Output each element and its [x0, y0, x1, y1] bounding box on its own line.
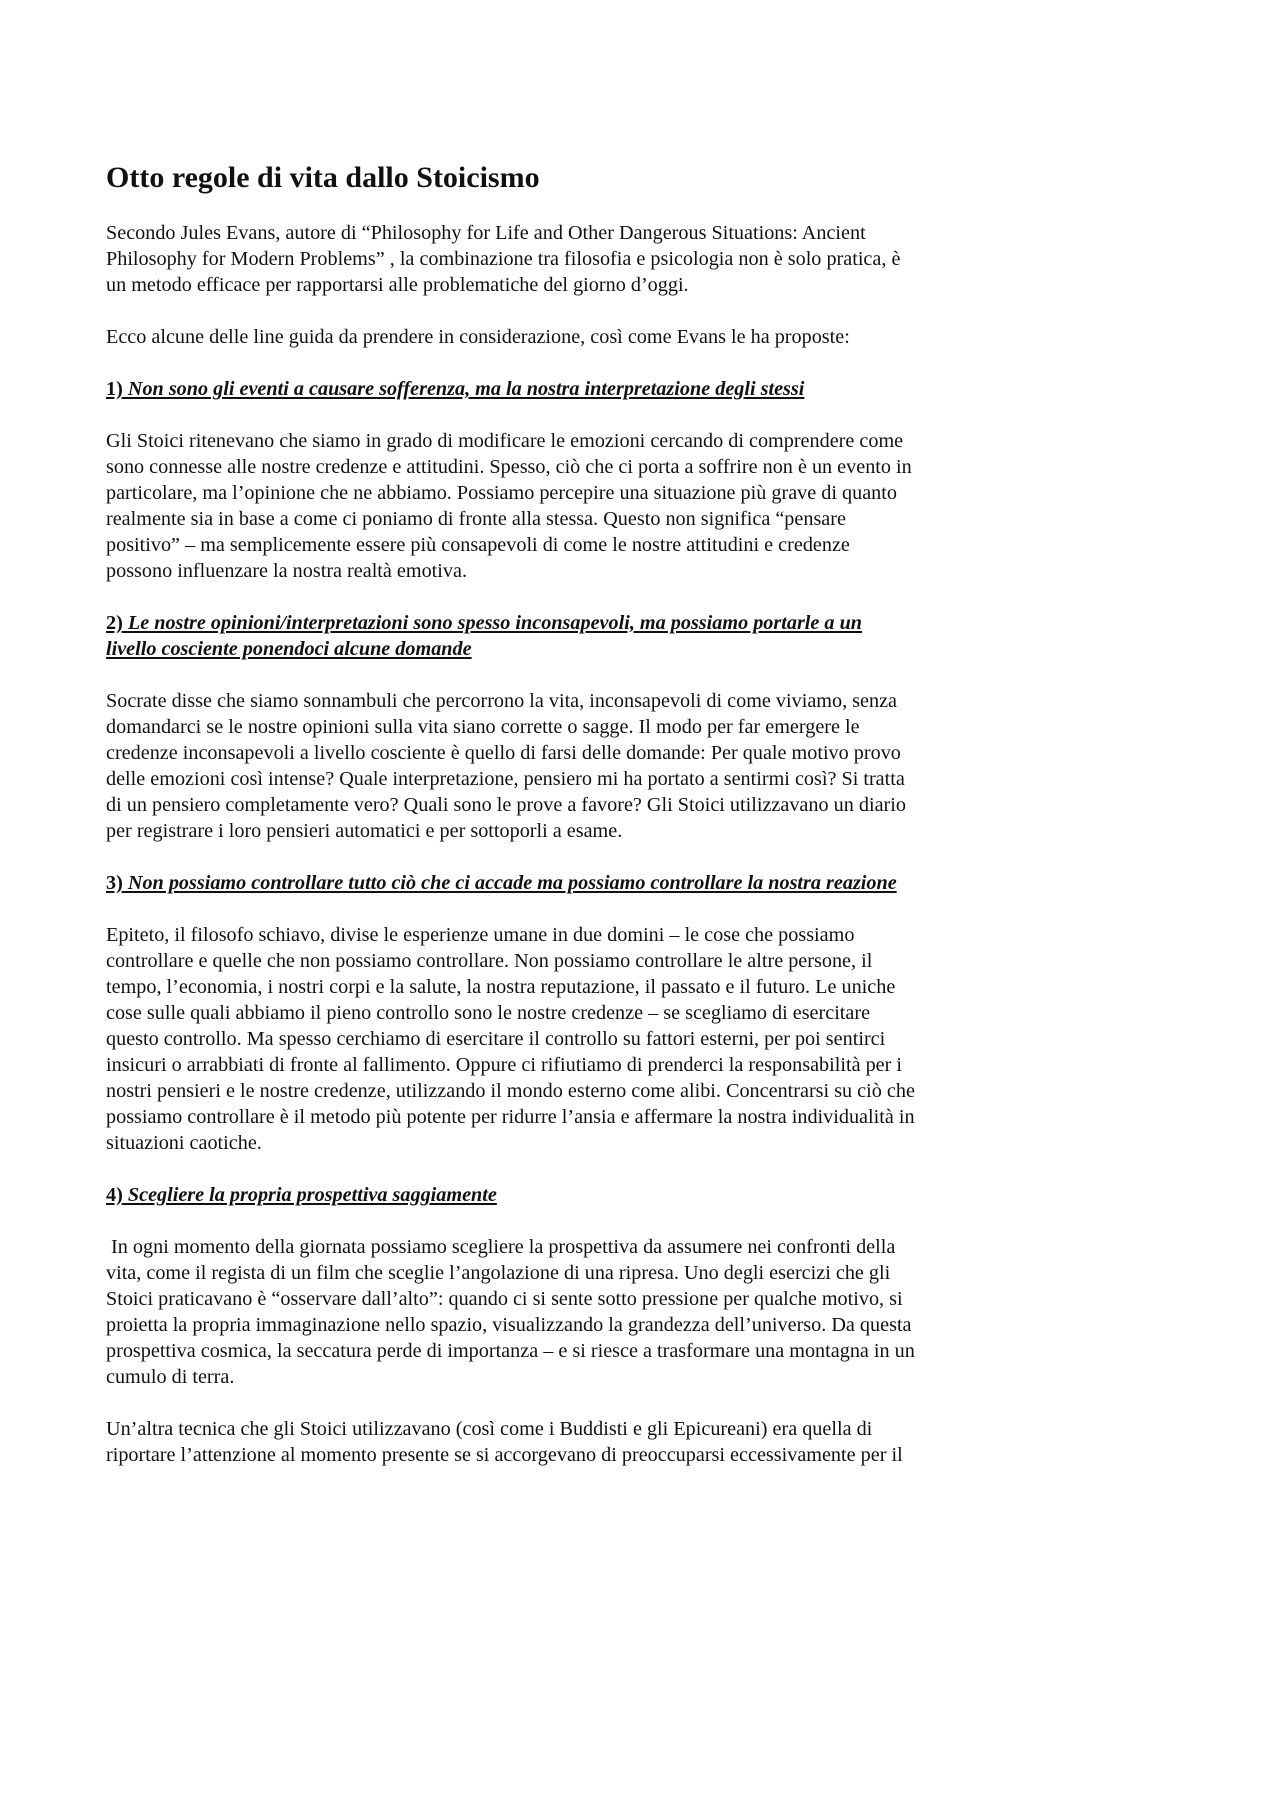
rule-4-heading — [106, 1182, 1006, 1208]
rule-4-body — [106, 1234, 1006, 1390]
heading-line — [106, 870, 1006, 896]
text-line: insicuri o arrabbiati di fronte al fallimento. Oppure ci rifiutiamo di prenderci la responsabilità per i — [106, 1054, 903, 1076]
rule-1-heading — [106, 376, 1006, 402]
rule-2-heading — [106, 610, 1006, 662]
page-title: Otto regole di vita dallo Stoicismo — [106, 161, 540, 194]
rule-3-body — [106, 922, 1006, 1156]
text-line: realmente sia in base a come ci poniamo di fronte alla stessa. Questo non significa “pensare — [106, 508, 846, 530]
text-line: proietta la propria immaginazione nello spazio, visualizzando la grandezza dell’universo. Da questa — [106, 1314, 912, 1336]
heading-line — [106, 636, 1006, 662]
rule-number: 4) — [106, 1184, 123, 1206]
text-line: cumulo di terra. — [106, 1366, 235, 1388]
text-line: Stoici praticavano è “osservare dall’alto”: quando ci si sente sotto pressione per qualche motivo, si — [106, 1288, 903, 1310]
document-page — [106, 160, 1006, 1468]
text-line: per registrare i loro pensieri automatici e per sottoporli a esame. — [106, 820, 623, 842]
text-line: positivo” – ma semplicemente essere più consapevoli di come le nostre attitudini e credenze — [106, 534, 850, 556]
heading-line — [106, 1182, 1006, 1208]
text-line: credenze inconsapevoli a livello cosciente è quello di farsi delle domande: Per quale motivo provo — [106, 742, 901, 764]
text-line: Un’altra tecnica che gli Stoici utilizzavano (così come i Buddisti e gli Epicureani) era quella di — [106, 1418, 873, 1440]
text-line: domandarci se le nostre opinioni sulla vita siano corrette o sagge. Il modo per far emergere le — [106, 716, 860, 738]
text-line: di un pensiero completamente vero? Quali sono le prove a favore? Gli Stoici utilizzavano un diario — [106, 794, 906, 816]
text-line: tempo, l’economia, i nostri corpi e la salute, la nostra reputazione, il passato e il futuro. Le uniche — [106, 976, 896, 998]
rule-3-heading — [106, 870, 1006, 896]
heading-line — [106, 610, 1006, 636]
text-line: questo controllo. Ma spesso cerchiamo di esercitare il controllo su fattori esterni, per poi sentirci — [106, 1028, 886, 1050]
rule-heading-text: Non sono gli eventi a causare sofferenza, ma la nostra interpretazione degli stessi — [122, 378, 805, 400]
text-line: Epiteto, il filosofo schiavo, divise le esperienze umane in due domini – le cose che possiamo — [106, 924, 855, 946]
text-line: prospettiva cosmica, la seccatura perde di importanza – e si riesce a trasformare una montagna in un — [106, 1340, 915, 1362]
text-line: Gli Stoici ritenevano che siamo in grado di modificare le emozioni cercando di comprendere come — [106, 430, 904, 452]
text-line: sono connesse alle nostre credenze e attitudini. Spesso, ciò che ci porta a soffrire non è un evento in — [106, 456, 912, 478]
text-line: nostri pensieri e le nostre credenze, utilizzando il mondo esterno come alibi. Concentrarsi su ciò che — [106, 1080, 915, 1102]
rule-1-body — [106, 428, 1006, 584]
text-line: vita, come il regista di un film che sceglie l’angolazione di una ripresa. Uno degli esercizi che gli — [106, 1262, 891, 1284]
rule-number: 3) — [106, 872, 123, 894]
text-line: particolare, ma l’opinione che ne abbiamo. Possiamo percepire una situazione più grave di quanto — [106, 482, 897, 504]
text-line: delle emozioni così intense? Quale interpretazione, pensiero mi ha portato a sentirmi così? Si tratta — [106, 768, 905, 790]
text-line: possono influenzare la nostra realtà emotiva. — [106, 560, 467, 582]
intro-lead-in: Ecco alcune delle line guida da prendere in considerazione, così come Evans le ha proposte: — [106, 326, 850, 348]
rule-number: 2) — [106, 612, 123, 634]
heading-line — [106, 376, 1006, 402]
rule-heading-text: Scegliere la propria prospettiva saggiamente — [122, 1184, 497, 1206]
text-line: Philosophy for Modern Problems” , la combinazione tra filosofia e psicologia non è solo pratica, è — [106, 248, 901, 270]
rule-heading-text: Non possiamo controllare tutto ciò che ci accade ma possiamo controllare la nostra reazione — [122, 872, 897, 894]
text-line: cose sulle quali abbiamo il pieno controllo sono le nostre credenze – se scegliamo di esercitare — [106, 1002, 871, 1024]
text-line: In ogni momento della giornata possiamo scegliere la prospettiva da assumere nei confronti della — [106, 1236, 896, 1258]
intro-paragraph — [106, 220, 1006, 298]
text-line: un metodo efficace per rapportarsi alle problematiche del giorno d’oggi. — [106, 274, 689, 296]
text-line: Socrate disse che siamo sonnambuli che percorrono la vita, inconsapevoli di come viviamo, senza — [106, 690, 897, 712]
text-line: Secondo Jules Evans, autore di “Philosophy for Life and Other Dangerous Situations: Ancient — [106, 222, 866, 244]
text-line: controllare e quelle che non possiamo controllare. Non possiamo controllare le altre persone, il — [106, 950, 873, 972]
rule-number: 1) — [106, 378, 123, 400]
rule-2-body — [106, 688, 1006, 844]
closing-paragraph — [106, 1416, 1006, 1468]
text-line: situazioni caotiche. — [106, 1132, 262, 1154]
text-line: possiamo controllare è il metodo più potente per ridurre l’ansia e affermare la nostra individualità in — [106, 1106, 915, 1128]
text-line: riportare l’attenzione al momento presente se si accorgevano di preoccuparsi eccessivamente per il — [106, 1444, 903, 1466]
rule-heading-text: Le nostre opinioni/interpretazioni sono spesso inconsapevoli, ma possiamo portarle a un — [122, 612, 863, 634]
rule-heading-text: livello cosciente ponendoci alcune domande — [106, 638, 472, 660]
